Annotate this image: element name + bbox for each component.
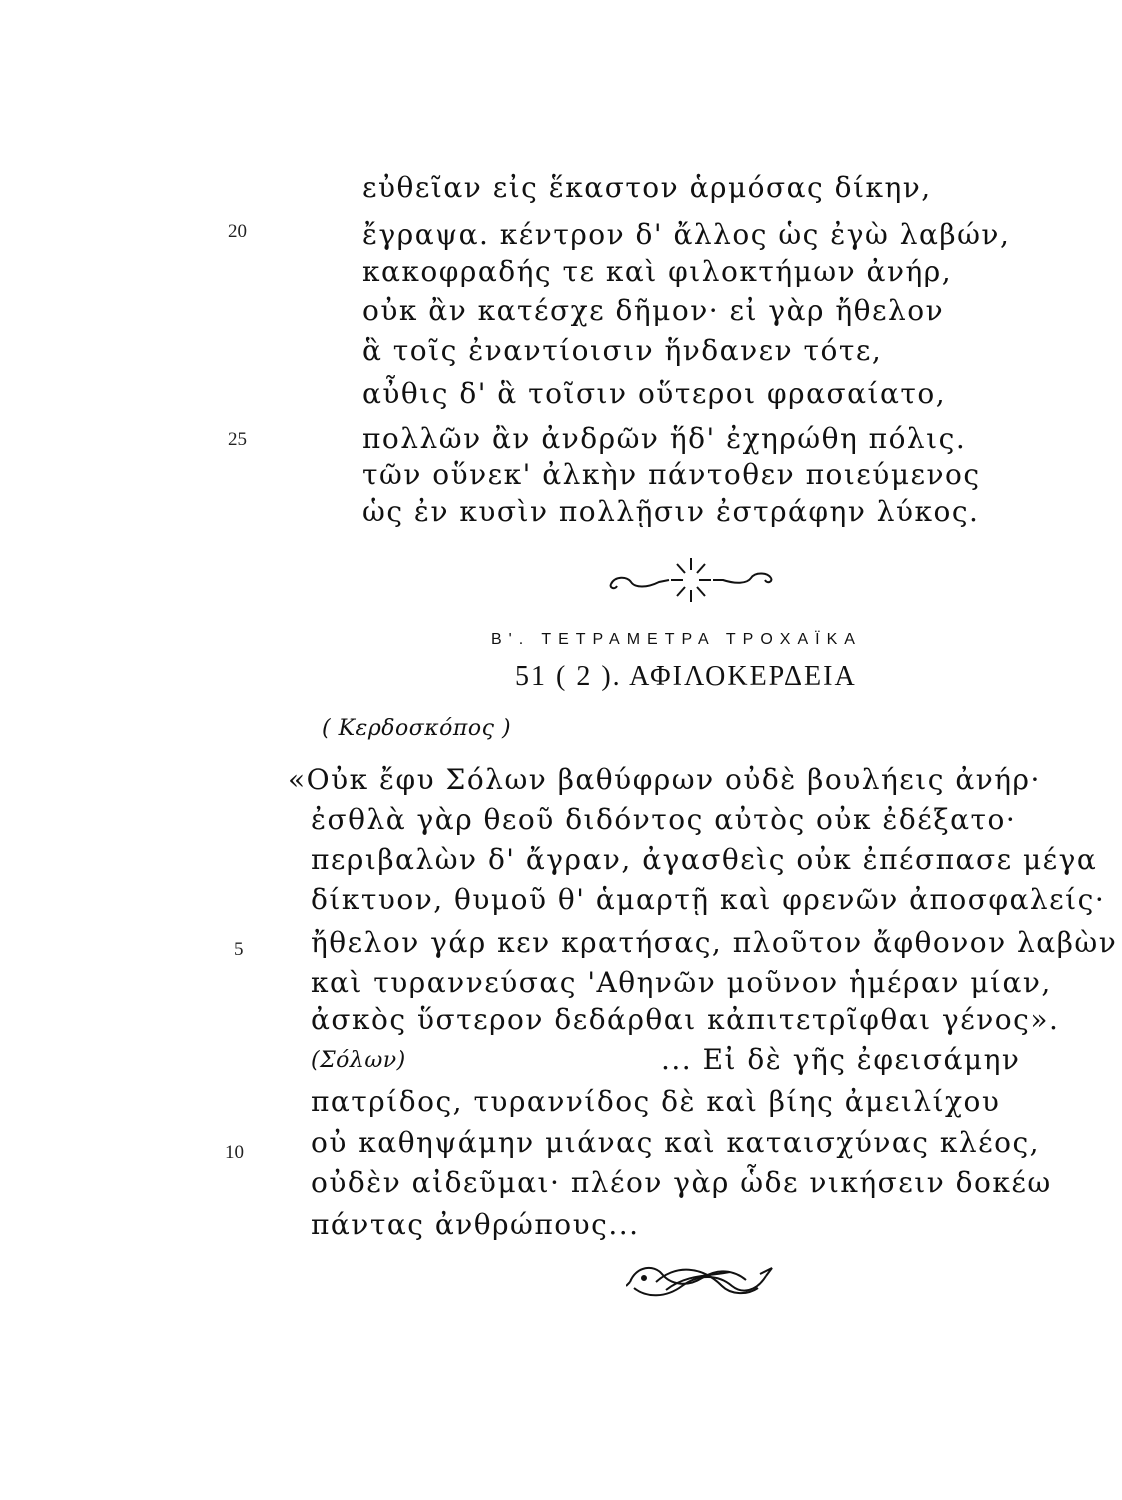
bird-flourish-ornament — [626, 1252, 774, 1308]
verse-line: ... Εἰ δὲ γῆς ἐφεισάμην — [661, 1043, 1021, 1076]
speaker-label: (Σόλων) — [311, 1048, 406, 1073]
verse-line: ἐσθλὰ γὰρ θεοῦ διδόντος αὐτὸς οὐκ ἐδέξατο· — [311, 803, 1017, 836]
line-number: 25 — [228, 429, 247, 450]
poem-title: 51 ( 2 ). ΑΦΙΛΟΚΕΡΔΕΙΑ — [515, 661, 857, 692]
verse-line: περιβαλὼν δ' ἄγραν, ἀγασθεὶς οὐκ ἐπέσπασε μέγα — [311, 843, 1098, 876]
verse-line: ἃ τοῖς ἐναντίοισιν ἥνδανεν τότε, — [362, 334, 883, 367]
verse-line: ὡς ἐν κυσὶν πολλῇσιν ἐστράφην λύκος. — [362, 495, 980, 528]
verse-line: πολλῶν ἂν ἀνδρῶν ἥδ' ἐχηρώθη πόλις. — [362, 422, 967, 455]
verse-line: ἔγραψα. κέντρον δ' ἄλλος ὡς ἐγὼ λαβών, — [362, 218, 1011, 251]
verse-line: πάντας ἀνθρώπους... — [311, 1208, 640, 1241]
verse-line: τῶν οὕνεκ' ἀλκὴν πάντοθεν ποιεύμενος — [362, 458, 981, 491]
verse-line: ἀσκὸς ὕστερον δεδάρθαι κἀπιτετρῖφθαι γένος». — [311, 1003, 1060, 1036]
line-number: 20 — [228, 221, 247, 242]
verse-line: καὶ τυραννεύσας 'Αθηνῶν μοῦνον ἡμέραν μίαν, — [311, 966, 1052, 999]
verse-line: δίκτυον, θυμοῦ θ' ἁμαρτῇ καὶ φρενῶν ἀποσφαλείς· — [311, 883, 1106, 916]
verse-line: αὖθις δ' ἃ τοῖσιν οὕτεροι φρασαίατο, — [362, 377, 947, 410]
line-number: 10 — [225, 1142, 244, 1163]
verse-line: εὐθεῖαν εἰς ἕκαστον ἁρμόσας δίκην, — [362, 171, 932, 204]
verse-line: «Οὐκ ἔφυ Σόλων βαθύφρων οὐδὲ βουλήεις ἀνήρ· — [288, 763, 1041, 796]
speaker-label: ( Κερδοσκόπος ) — [322, 716, 512, 741]
star-ornament — [605, 552, 777, 608]
verse-line: οὐδὲν αἰδεῦμαι· πλέον γὰρ ὧδε νικήσειν δοκέω — [311, 1166, 1052, 1199]
verse-line: ἤθελον γάρ κεν κρατήσας, πλοῦτον ἄφθονον λαβὼν — [311, 926, 1118, 959]
verse-line: πατρίδος, τυραννίδος δὲ καὶ βίης ἀμειλίχου — [311, 1085, 1001, 1118]
section-heading: Β'. ΤΕΤΡΑΜΕΤΡΑ ΤΡΟΧΑΪΚΑ — [491, 631, 862, 648]
line-number: 5 — [234, 939, 244, 960]
verse-line: κακοφραδής τε καὶ φιλοκτήμων ἀνήρ, — [362, 255, 953, 288]
verse-line: οὐ καθηψάμην μιάνας καὶ καταισχύνας κλέος, — [311, 1126, 1041, 1159]
verse-line: οὐκ ἂν κατέσχε δῆμον· εἰ γὰρ ἤθελον — [362, 294, 945, 327]
